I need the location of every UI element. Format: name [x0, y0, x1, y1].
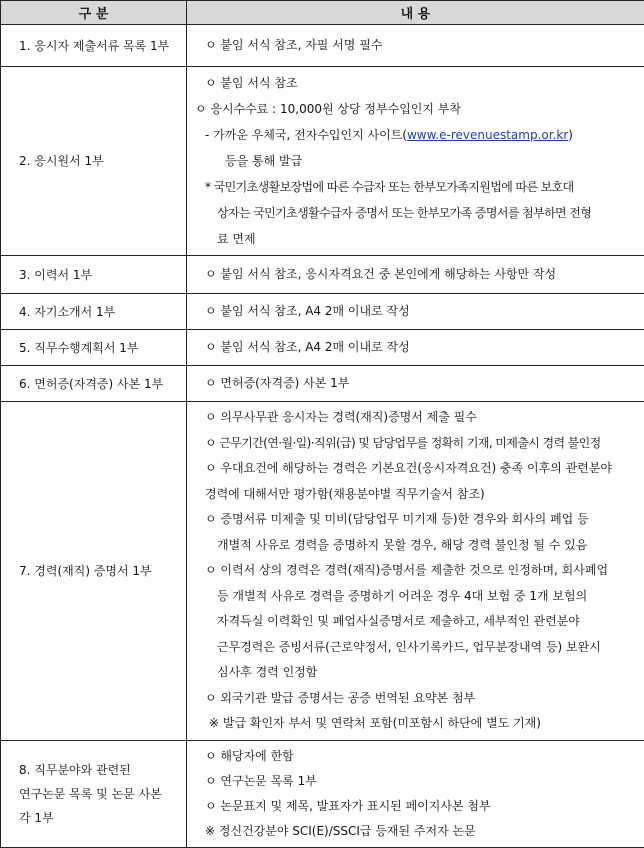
table-row: [1, 402, 644, 741]
content-line: 등을 통해 발급: [195, 148, 638, 174]
row-label: [1, 256, 187, 294]
content-line: * 국민기초생활보장법에 따른 수급자 또는 한부모가족지원법에 따른 보호대: [195, 174, 638, 200]
content-line: ㅇ 연구논문 목록 1부: [195, 769, 638, 794]
content-line: ㅇ 이력서 상의 경력은 경력(재직)증명서를 제출한 것으로 인정하며, 회사폐업: [195, 558, 638, 584]
row-label: [1, 402, 187, 741]
table-row: [1, 256, 644, 294]
e-revenuestamp-link[interactable]: www.e-revenuestamp.or.kr: [407, 128, 568, 142]
row-content: [187, 67, 644, 256]
content-line: 자격득실 이력확인 및 폐업사실증명서로 제출하고, 세부적인 관련분야: [195, 609, 638, 635]
row-label-text: 각 1부: [19, 806, 186, 830]
row-label: [1, 366, 187, 402]
row-label-text: 6. 면허증(자격증) 사본 1부: [19, 372, 186, 396]
content-line: 개별적 사유로 경력을 증명하지 못할 경우, 해당 경력 불인정 될 수 있음: [195, 533, 638, 559]
table-row: [1, 330, 644, 366]
row-label: [1, 67, 187, 256]
content-line: 료 면제: [195, 226, 638, 252]
table-row: [1, 67, 644, 256]
table-row: [1, 740, 644, 847]
table-row: [1, 366, 644, 402]
row-label-text: 3. 이력서 1부: [19, 263, 186, 287]
row-content: [187, 366, 644, 402]
content-line: ㅇ 논문표지 및 제목, 발표자가 표시된 페이지사본 첨부: [195, 794, 638, 819]
row-content: [187, 402, 644, 741]
content-line: 등 개별적 사유로 경력을 증명하기 어려운 경우 4대 보험 중 1개 보험의: [195, 584, 638, 610]
content-line: ㅇ 외국기관 발급 증명서는 공증 번역된 요약본 첨부: [195, 686, 638, 712]
content-line: ㅇ 면허증(자격증) 사본 1부: [195, 371, 638, 396]
row-label-text: 7. 경력(재직) 증명서 1부: [19, 559, 186, 583]
content-line: ㅇ 해당자에 한함: [195, 744, 638, 769]
content-line: [195, 122, 638, 148]
content-line: ㅇ 응시수수료 : 10,000원 상당 정부수입인지 부착: [195, 96, 638, 122]
row-content: [187, 256, 644, 294]
content-line: 상자는 국민기초생활수급자 증명서 또는 한부모가족 증명서를 첨부하면 전형: [195, 200, 638, 226]
row-label-text: 2. 응시원서 1부: [19, 149, 186, 173]
row-label-text: 연구논문 목록 및 논문 사본: [19, 782, 186, 806]
table-row: [1, 294, 644, 330]
content-line: ㅇ 붙임 서식 참조, 자필 서명 필수: [195, 33, 638, 58]
content-line: ※ 정신건강분야 SCI(E)/SSCI급 등재된 주저자 논문: [195, 819, 638, 844]
row-label: [1, 25, 187, 67]
content-line: 심사후 경력 인정함: [195, 660, 638, 686]
row-content: [187, 294, 644, 330]
content-line: 경력에 대해서만 평가함(채용분야별 직무기술서 참조): [195, 482, 638, 508]
content-line: ㅇ 붙임 서식 참조: [195, 70, 638, 96]
header-row: [1, 1, 644, 25]
header-category: 구 분: [1, 1, 187, 25]
row-label: [1, 330, 187, 366]
content-line: ※ 발급 확인자 부서 및 연락처 포함(미포함시 하단에 별도 기재): [195, 711, 638, 737]
row-label: [1, 294, 187, 330]
table-row: [1, 25, 644, 67]
row-content: [187, 330, 644, 366]
content-line: ㅇ 증명서류 미제출 및 미비(담당업무 미기재 등)한 경우와 회사의 폐업 등: [195, 507, 638, 533]
row-label: [1, 740, 187, 847]
header-content: 내 용: [187, 1, 644, 25]
row-content: [187, 740, 644, 847]
row-label-text: 1. 응시자 제출서류 목록 1부: [19, 34, 186, 58]
content-line: ㅇ 붙임 서식 참조, A4 2매 이내로 작성: [195, 335, 638, 360]
content-line: ㅇ 의무사무관 응시자는 경력(재직)증명서 제출 필수: [195, 405, 638, 431]
content-line: ㅇ 근무기간(연·월·일)·직위(급) 및 담당업무를 정확히 기재, 미제출시 경력 불인정: [195, 431, 638, 457]
row-label-text: 8. 직무분야와 관련된: [19, 758, 186, 782]
content-line: 근무경력은 증빙서류(근로약정서, 인사기록카드, 업무분장내역 등) 보완시: [195, 635, 638, 661]
row-label-text: 5. 직무수행계획서 1부: [19, 336, 186, 360]
row-label-text: 4. 자기소개서 1부: [19, 300, 186, 324]
content-text: - 가까운 우체국, 전자수입인지 사이트(: [205, 128, 407, 142]
content-text: ): [568, 128, 573, 142]
content-line: ㅇ 붙임 서식 참조, A4 2매 이내로 작성: [195, 299, 638, 324]
content-line: ㅇ 우대요건에 해당하는 경력은 기본요건(응시자격요건) 충족 이후의 관련분야: [195, 456, 638, 482]
row-content: [187, 25, 644, 67]
content-line: ㅇ 붙임 서식 참조, 응시자격요건 중 본인에게 해당하는 사항만 작성: [195, 262, 638, 287]
